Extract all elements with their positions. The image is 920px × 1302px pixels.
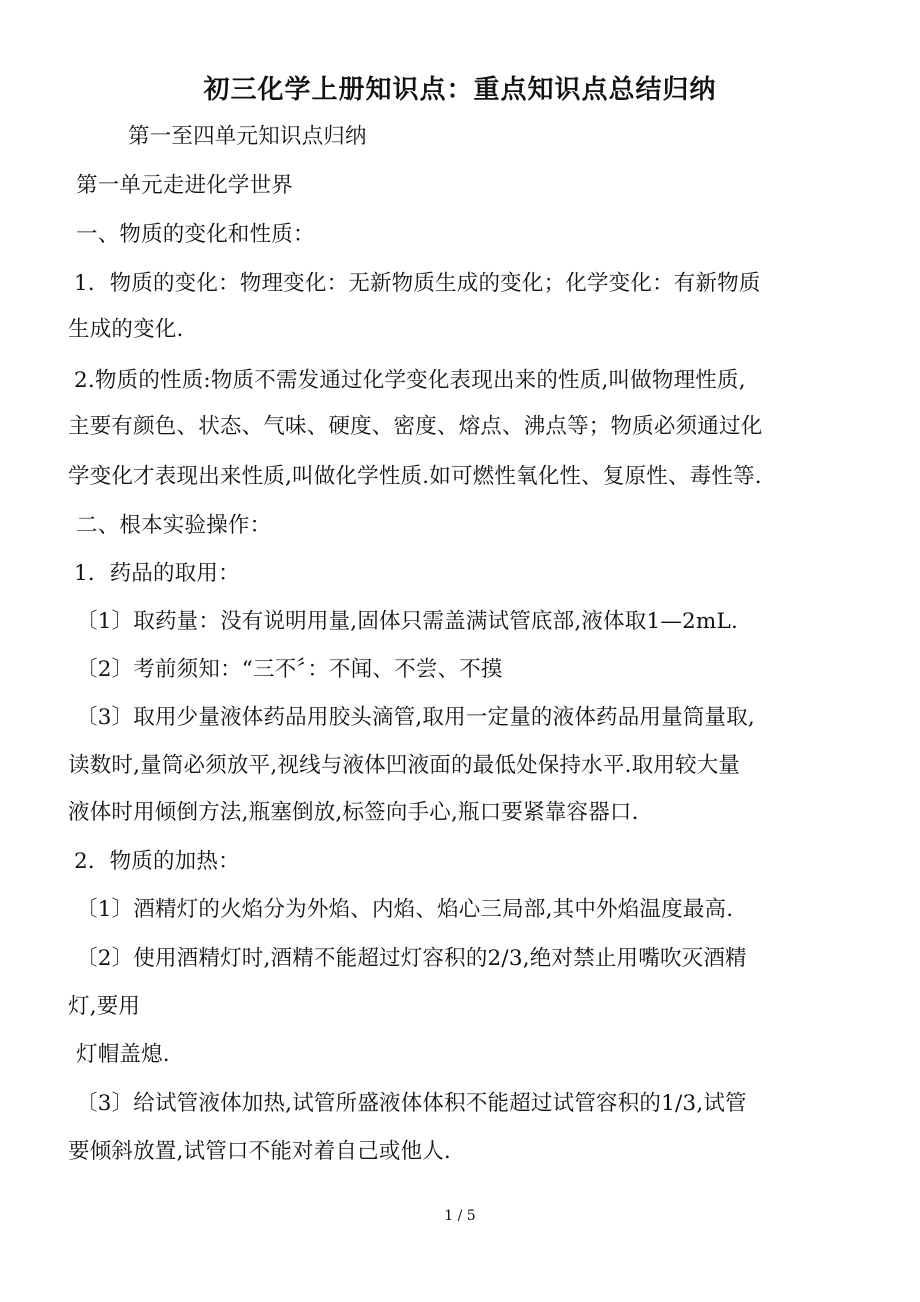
page-number: 1 / 5 <box>444 1208 476 1224</box>
paragraph-line: 液体时用倾倒方法,瓶塞倒放,标签向手心,瓶口要紧靠容器口. <box>68 800 639 825</box>
paragraph-line: 学变化才表现出来性质,叫做化学性质.如可燃性氧化性、复原性、毒性等. <box>68 464 762 489</box>
paragraph-line: 1．药品的取用： <box>74 561 240 586</box>
paragraph-line: 〔1〕酒精灯的火焰分为外焰、内焰、焰心三局部,其中外焰温度最高. <box>76 897 734 922</box>
paragraph-line: 〔3〕给试管液体加热,试管所盛液体体积不能超过试管容积的1/3,试管 <box>76 1091 747 1116</box>
paragraph-line: 〔2〕考前须知：“三不〞：不闻、不尝、不摸 <box>76 657 503 682</box>
paragraph-line: 〔2〕使用酒精灯时,酒精不能超过灯容积的2/3,绝对禁止用嘴吹灭酒精 <box>76 946 747 971</box>
paragraph-line: 2.物质的性质:物质不需发通过化学变化表现出来的性质,叫做物理性质, <box>74 368 746 393</box>
paragraph-line: 1．物质的变化：物理变化：无新物质生成的变化；化学变化：有新物质 <box>74 271 761 296</box>
section-heading-units: 第一至四单元知识点归纳 <box>128 124 367 149</box>
paragraph-line: 〔3〕取用少量液体药品用胶头滴管,取用一定量的液体药品用量筒量取, <box>76 705 755 730</box>
subsection-heading-basic-operations: 二、根本实验操作： <box>76 513 272 538</box>
paragraph-line: 主要有颜色、状态、气味、硬度、密度、熔点、沸点等；物质必须通过化 <box>68 414 763 439</box>
paragraph-line: 生成的变化. <box>68 317 184 342</box>
paragraph-line: 2．物质的加热： <box>74 849 240 874</box>
unit-one-heading: 第一单元走进化学世界 <box>76 173 294 198</box>
paragraph-line: 灯帽盖熄. <box>76 1042 170 1067</box>
paragraph-line: 灯,要用 <box>68 994 141 1019</box>
document-title: 初三化学上册知识点：重点知识点总结归纳 <box>203 75 717 105</box>
paragraph-line: 读数时,量筒必须放平,视线与液体凹液面的最低处保持水平.取用较大量 <box>68 753 741 778</box>
paragraph-line: 要倾斜放置,试管口不能对着自己或他人. <box>68 1139 451 1164</box>
subsection-heading-change-property: 一、物质的变化和性质： <box>76 222 315 247</box>
paragraph-line: 〔1〕取药量：没有说明用量,固体只需盖满试管底部,液体取1—2mL. <box>76 609 739 634</box>
